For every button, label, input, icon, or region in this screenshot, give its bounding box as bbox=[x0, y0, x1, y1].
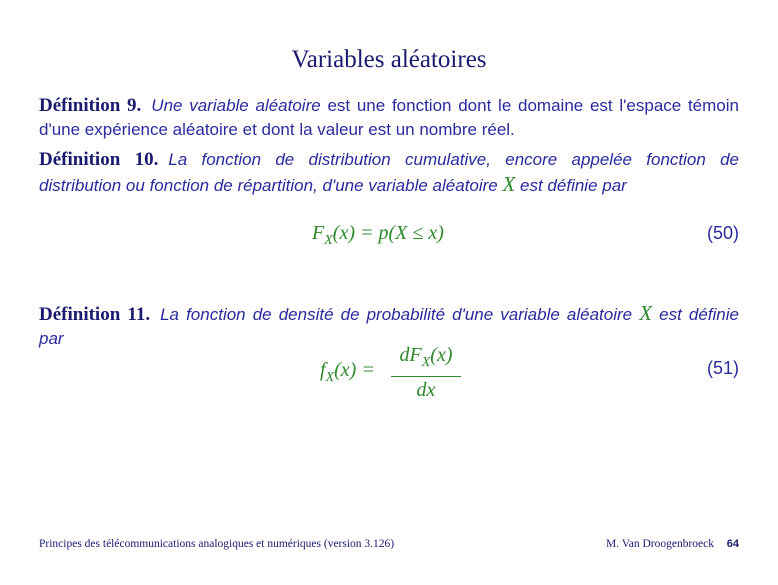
equation-51-number: (51) bbox=[706, 358, 739, 378]
fraction-bar bbox=[391, 376, 461, 377]
definition-10-variable: X bbox=[502, 172, 516, 196]
definition-10 bbox=[39, 148, 739, 198]
equation-50-subscript: X bbox=[324, 232, 333, 248]
footer-page-number: 64 bbox=[726, 538, 739, 550]
numerator-argument: (x) bbox=[430, 344, 453, 366]
footer-course-title: Principes des télécommunications analogiques et numériques (version 3.126) bbox=[39, 538, 395, 550]
equation-51-function: f bbox=[320, 359, 326, 381]
footer-author: M. Van Droogenbroeck bbox=[605, 538, 714, 550]
definition-9-heading: Définition 9. bbox=[39, 95, 142, 116]
numerator-subscript: X bbox=[421, 354, 431, 370]
footer bbox=[39, 538, 739, 556]
equation-51-fraction bbox=[391, 343, 461, 401]
fraction-numerator bbox=[391, 343, 461, 375]
equation-51-equals: (x) = bbox=[334, 359, 375, 381]
equation-50 bbox=[0, 222, 778, 250]
equation-51 bbox=[0, 343, 778, 399]
equation-51-subscript: X bbox=[325, 369, 335, 385]
numerator-dF: dF bbox=[399, 344, 422, 366]
equation-50-number: (50) bbox=[706, 223, 739, 243]
equation-50-function: F bbox=[312, 222, 325, 244]
definition-11-text-end: est définie par bbox=[39, 305, 739, 348]
equation-50-rhs: (x) = p(X ≤ x) bbox=[332, 222, 444, 244]
definition-9 bbox=[39, 94, 739, 142]
definition-9-term: Une variable aléatoire bbox=[151, 96, 321, 115]
definition-11-text: La fonction de densité de probabilité d'une variable aléatoire bbox=[160, 305, 640, 324]
definition-11-variable: X bbox=[639, 301, 653, 325]
slide-title: Variables aléatoires bbox=[291, 46, 487, 73]
equation-51-lhs bbox=[320, 359, 375, 386]
equation-50-formula bbox=[312, 222, 444, 249]
definition-10-text: La fonction de distribution cumulative, encore appelée fonction de distribution ou fonction de répartition, d'une variable aléatoire bbox=[39, 150, 739, 195]
definition-10-heading: Définition 10. bbox=[39, 149, 159, 170]
fraction-denominator: dx bbox=[416, 378, 436, 401]
definition-11-heading: Définition 11. bbox=[39, 304, 151, 325]
definition-10-text-end: est définie par bbox=[515, 176, 627, 195]
definition-9-text: est une fonction dont le domaine est l'espace témoin d'une expérience aléatoire et dont la valeur est un nombre réel. bbox=[39, 96, 739, 139]
